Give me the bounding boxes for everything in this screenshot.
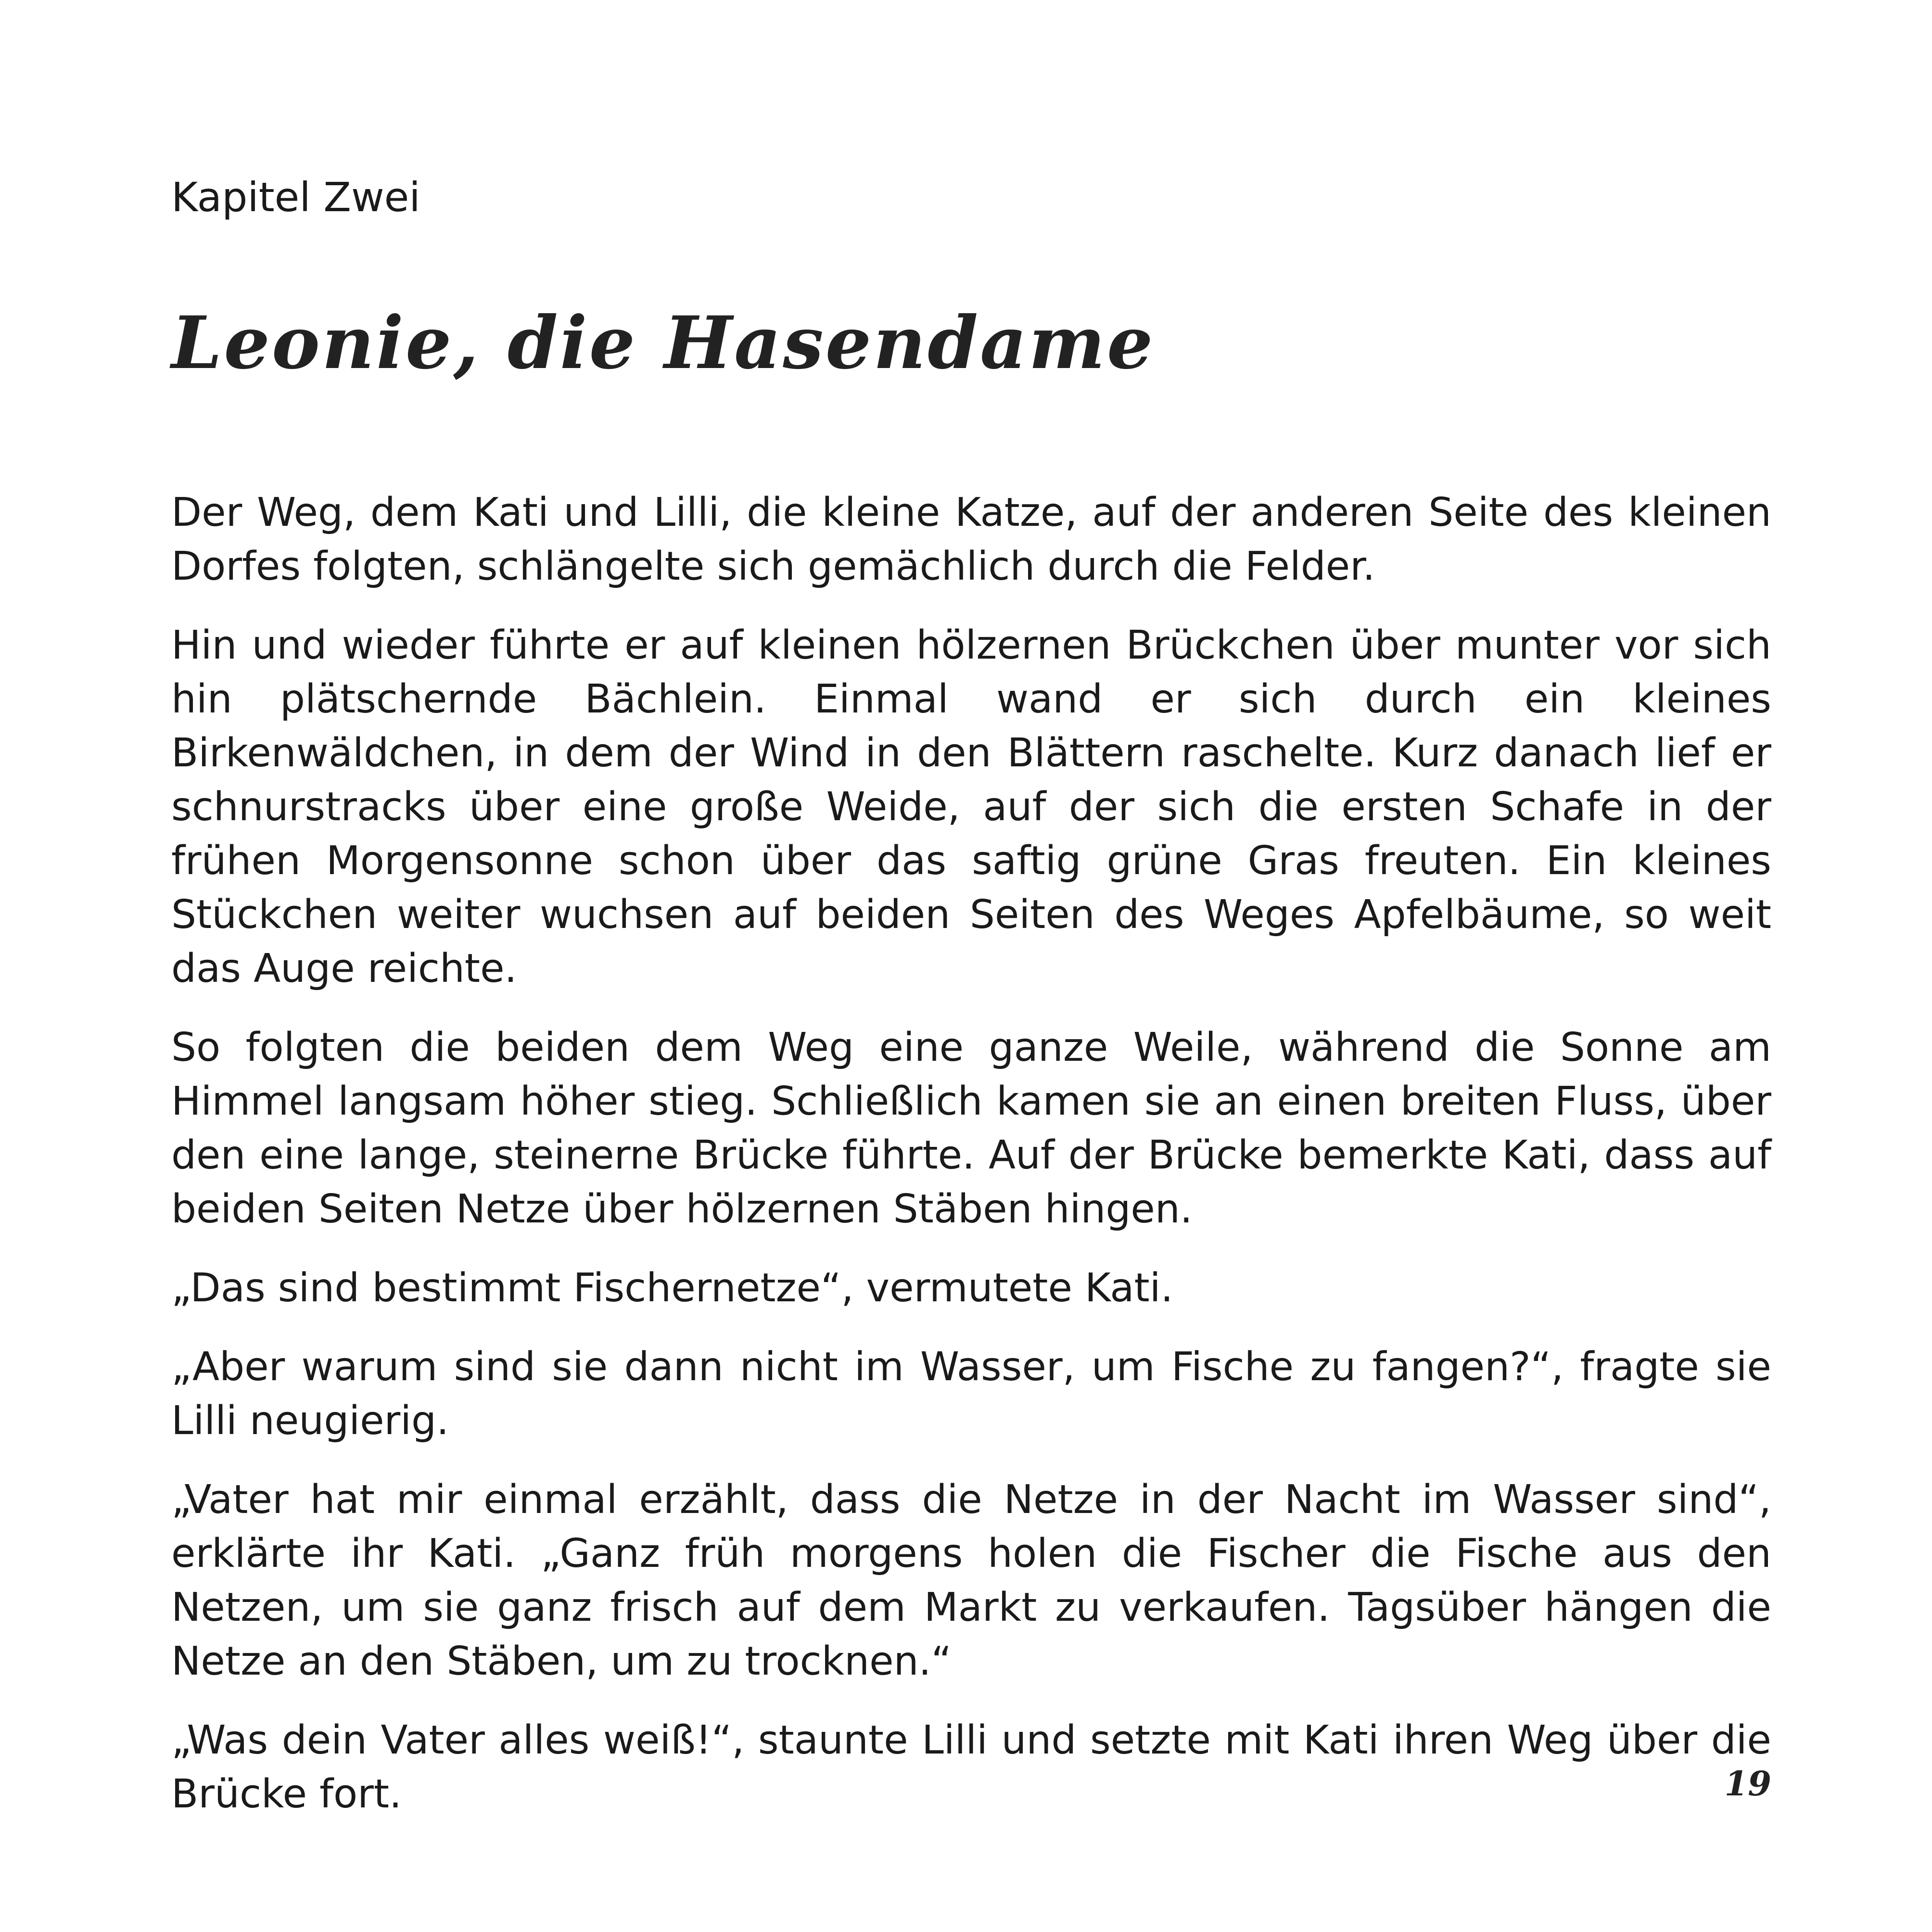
body-text bbox=[171, 486, 1771, 1846]
chapter-label: Kapitel Zwei bbox=[171, 174, 420, 221]
paragraph: Hin und wieder führte er auf kleinen hölzernen Brückchen über munter vor sich hin plätschernde Bächlein. Einmal wand er sich durch ein kleines Birkenwäldchen, in dem der Wind in den Blättern raschelte. Kurz danach lief er schnurstracks über eine große Weide, auf der sich die ersten Schafe in der frühen Morgensonne schon über das saftig grüne Gras freuten. Ein kleines Stückchen weiter wuchsen auf beiden Seiten des Weges Apfelbäume, so weit das Auge reichte. bbox=[171, 623, 1771, 991]
chapter-title: Leonie, die Hasendame bbox=[171, 301, 1155, 385]
paragraph: „Das sind bestimmt Fischernetze“, vermutete Kati. bbox=[171, 1265, 1173, 1311]
paragraph: Der Weg, dem Kati und Lilli, die kleine Katze, auf der anderen Seite des kleinen Dorfes folgten, schlängelte sich gemächlich durch die Felder. bbox=[171, 490, 1771, 589]
page-number: 19 bbox=[1724, 1764, 1771, 1804]
paragraph: „Vater hat mir einmal erzählt, dass die Netze in der Nacht im Wasser sind“, erklärte ihr Kati. „Ganz früh morgens holen die Fischer die Fische aus den Netzen, um sie ganz frisch auf dem Markt zu verkaufen. Tagsüber hängen die Netze an den Stäben, um zu trocknen.“ bbox=[171, 1477, 1771, 1684]
paragraph: So folgten die beiden dem Weg eine ganze Weile, während die Sonne am Himmel langsam höher stieg. Schließlich kamen sie an einen breiten Fluss, über den eine lange, steinerne Brücke führte. Auf der Brücke bemerkte Kati, dass auf beiden Seiten Netze über hölzernen Stäben hingen. bbox=[171, 1025, 1771, 1232]
paragraph: „Was dein Vater alles weiß!“, staunte Lilli und setzte mit Kati ihren Weg über die Brücke fort. bbox=[171, 1717, 1771, 1817]
paragraph: „Aber warum sind sie dann nicht im Wasser, um Fische zu fangen?“, fragte sie Lilli neugierig. bbox=[171, 1344, 1771, 1444]
